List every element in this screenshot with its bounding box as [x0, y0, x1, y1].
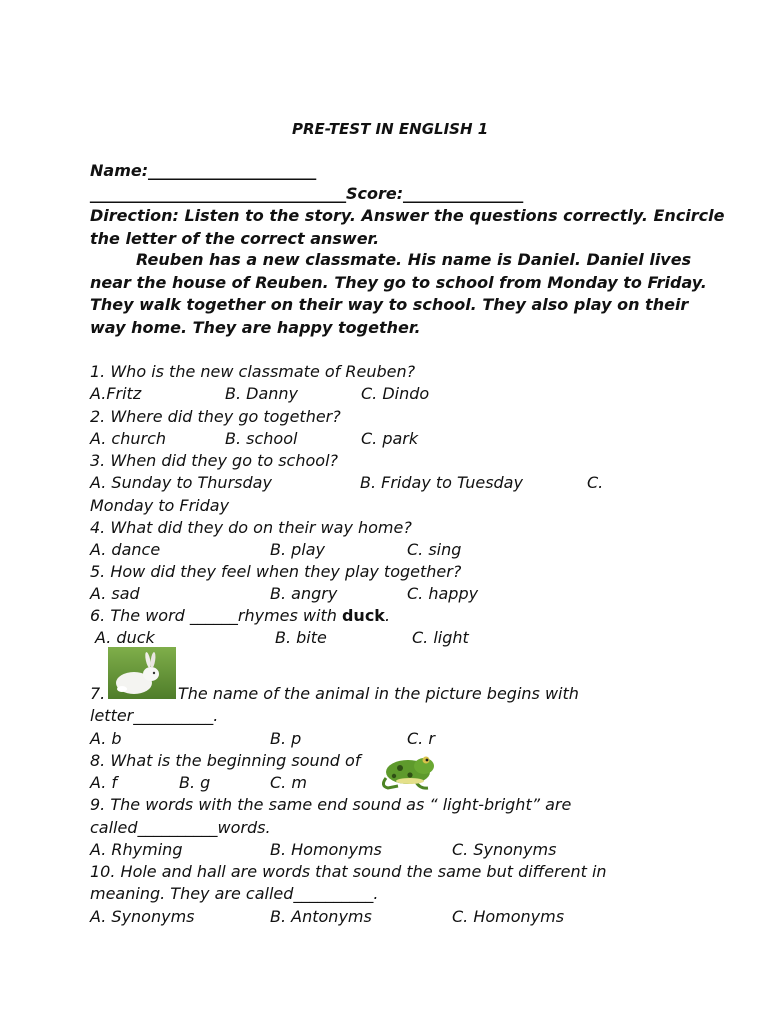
question-10: 10. Hole and hall are words that sound the same but different in: [90, 862, 607, 881]
q9-option-b[interactable]: B. Homonyms: [270, 840, 382, 859]
q2-option-b[interactable]: B. school: [225, 429, 298, 448]
q6-end: .: [384, 606, 391, 625]
story-line-3: They walk together on their way to school. They also play on their: [90, 295, 689, 314]
q3-option-a[interactable]: A. Sunday to Thursday: [90, 473, 272, 492]
q2-option-a[interactable]: A. church: [90, 429, 167, 448]
q2-option-c[interactable]: C. park: [361, 429, 419, 448]
rabbit-image: [108, 647, 176, 699]
question-6: [90, 605, 390, 627]
q4-option-c[interactable]: C. sing: [407, 540, 462, 559]
q8-option-c[interactable]: C. m: [270, 773, 307, 792]
q6-option-b[interactable]: B. bite: [275, 628, 327, 647]
score-field: ________________________________Score:_______________: [90, 184, 524, 203]
question-8: 8. What is the beginning sound of: [90, 751, 361, 770]
story-text-1: Reuben has a new classmate. His name is Daniel. Daniel lives: [136, 250, 692, 269]
question-2: 2. Where did they go together?: [90, 407, 341, 426]
q6-bold-word: duck: [341, 606, 385, 625]
name-field: Name:_____________________: [90, 161, 317, 180]
question-9-cont: called__________words.: [90, 818, 271, 837]
q6-option-a[interactable]: A. duck: [95, 628, 155, 647]
story-line-4: way home. They are happy together.: [90, 318, 421, 337]
question-10-cont: meaning. They are called__________.: [90, 884, 379, 903]
question-1: 1. Who is the new classmate of Reuben?: [90, 362, 416, 381]
q3-option-c[interactable]: C.: [587, 473, 604, 492]
q6-text: 6. The word ______rhymes with: [90, 606, 342, 625]
question-7: The name of the animal in the picture begins with: [178, 684, 579, 703]
q7-option-b[interactable]: B. p: [270, 729, 302, 748]
q5-option-c[interactable]: C. happy: [407, 584, 479, 603]
q8-option-b[interactable]: B. g: [179, 773, 211, 792]
q1-option-c[interactable]: C. Dindo: [361, 384, 430, 403]
question-5: 5. How did they feel when they play together?: [90, 562, 462, 581]
q8-option-a[interactable]: A. f: [90, 773, 118, 792]
q7-option-c[interactable]: C. r: [407, 729, 435, 748]
story-line-1: [90, 249, 691, 271]
direction-line-2: the letter of the correct answer.: [90, 229, 380, 248]
q1-option-a[interactable]: A.Fritz: [90, 384, 142, 403]
story-line-2: near the house of Reuben. They go to school from Monday to Friday.: [90, 273, 707, 292]
q3-option-c-continued[interactable]: Monday to Friday: [90, 496, 230, 515]
question-7-cont: letter__________.: [90, 706, 219, 725]
page-title: PRE-TEST IN ENGLISH 1: [292, 120, 489, 138]
q7-number: 7.: [90, 684, 106, 703]
direction-line-1: Direction: Listen to the story. Answer the questions correctly. Encircle: [90, 206, 725, 225]
q9-option-a[interactable]: A. Rhyming: [90, 840, 183, 859]
q10-option-b[interactable]: B. Antonyms: [270, 907, 372, 926]
q1-option-b[interactable]: B. Danny: [225, 384, 299, 403]
q5-option-b[interactable]: B. angry: [270, 584, 338, 603]
q7-option-a[interactable]: A. b: [90, 729, 122, 748]
question-9: 9. The words with the same end sound as “ light-bright” are: [90, 795, 572, 814]
q9-option-c[interactable]: C. Synonyms: [452, 840, 557, 859]
frog-image: [376, 748, 436, 790]
q10-option-a[interactable]: A. Synonyms: [90, 907, 195, 926]
question-4: 4. What did they do on their way home?: [90, 518, 412, 537]
question-3: 3. When did they go to school?: [90, 451, 339, 470]
q4-option-b[interactable]: B. play: [270, 540, 326, 559]
q6-option-c[interactable]: C. light: [412, 628, 469, 647]
q10-option-c[interactable]: C. Homonyms: [452, 907, 565, 926]
q4-option-a[interactable]: A. dance: [90, 540, 161, 559]
q3-option-b[interactable]: B. Friday to Tuesday: [360, 473, 523, 492]
q5-option-a[interactable]: A. sad: [90, 584, 140, 603]
